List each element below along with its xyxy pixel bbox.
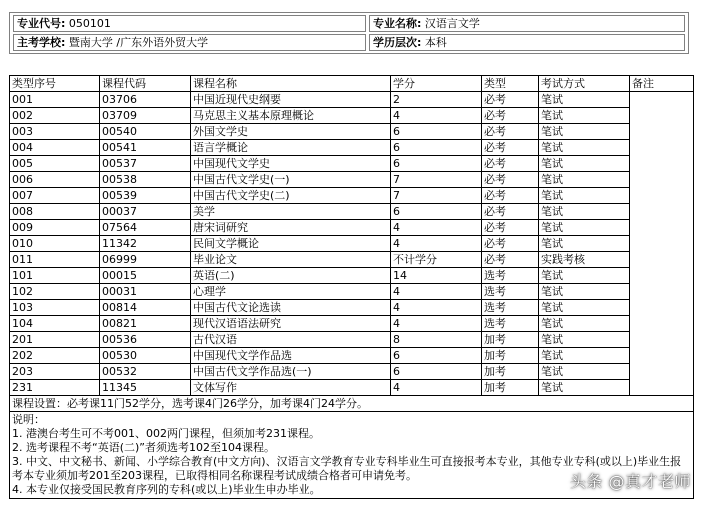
table-cell: 笔试 [539, 380, 630, 396]
table-cell: 00538 [100, 172, 191, 188]
table-cell: 231 [10, 380, 100, 396]
table-cell: 201 [10, 332, 100, 348]
table-cell: 4 [391, 284, 482, 300]
table-row [10, 332, 694, 348]
table-row [10, 252, 694, 268]
table-row [10, 364, 694, 380]
table-cell: 笔试 [539, 284, 630, 300]
table-cell: 4 [391, 236, 482, 252]
watermark: 头条 @真才老师 [569, 472, 691, 491]
table-cell: 6 [391, 140, 482, 156]
table-cell: 7 [391, 172, 482, 188]
table-cell: 00821 [100, 316, 191, 332]
table-cell: 6 [391, 124, 482, 140]
table-cell: 必考 [482, 236, 539, 252]
table-cell: 4 [391, 300, 482, 316]
major-name-label: 专业名称: [373, 17, 422, 30]
table-row [10, 300, 694, 316]
table-cell: 007 [10, 188, 100, 204]
table-cell: 笔试 [539, 92, 630, 108]
table-cell: 必考 [482, 92, 539, 108]
table-cell: 中国古代文学作品选(一) [191, 364, 391, 380]
table-cell: 民间文学概论 [191, 236, 391, 252]
table-cell: 03706 [100, 92, 191, 108]
major-name-value: 汉语言文学 [424, 17, 480, 30]
table-cell: 4 [391, 220, 482, 236]
table-cell: 102 [10, 284, 100, 300]
table-cell: 7 [391, 188, 482, 204]
note-item: 2. 选考课程不考“英语(二)”者须选考102至104课程。 [12, 441, 275, 454]
table-cell: 不计学分 [391, 252, 482, 268]
table-cell: 00539 [100, 188, 191, 204]
table-cell: 202 [10, 348, 100, 364]
header-exam-method: 考试方式 [539, 76, 630, 92]
table-cell: 005 [10, 156, 100, 172]
note-item: 1. 港澳台考生可不考001、002两门课程，但须加考231课程。 [12, 427, 320, 440]
table-cell: 笔试 [539, 204, 630, 220]
table-row [10, 108, 694, 124]
table-row [10, 380, 694, 396]
table-cell: 笔试 [539, 316, 630, 332]
table-cell: 06999 [100, 252, 191, 268]
table-cell: 011 [10, 252, 100, 268]
major-code-label: 专业代号: [17, 17, 66, 30]
table-cell: 2 [391, 92, 482, 108]
table-cell: 00537 [100, 156, 191, 172]
table-cell: 美学 [191, 204, 391, 220]
table-cell: 笔试 [539, 108, 630, 124]
major-info-table [9, 12, 689, 54]
table-row [10, 220, 694, 236]
table-cell: 笔试 [539, 188, 630, 204]
table-cell: 笔试 [539, 348, 630, 364]
table-cell: 古代汉语 [191, 332, 391, 348]
table-cell: 8 [391, 332, 482, 348]
table-cell: 笔试 [539, 140, 630, 156]
major-name-cell [369, 15, 685, 32]
school-value: 暨南大学 /广东外语外贸大学 [68, 36, 209, 49]
table-cell: 选考 [482, 316, 539, 332]
table-cell: 4 [391, 108, 482, 124]
table-cell: 必考 [482, 220, 539, 236]
table-cell: 001 [10, 92, 100, 108]
table-row [10, 348, 694, 364]
table-cell: 00541 [100, 140, 191, 156]
table-cell: 笔试 [539, 364, 630, 380]
table-cell: 中国古代文论选读 [191, 300, 391, 316]
table-cell: 03709 [100, 108, 191, 124]
table-cell: 笔试 [539, 172, 630, 188]
table-row [10, 156, 694, 172]
table-cell: 中国古代文学史(一) [191, 172, 391, 188]
notes-title: 说明： [12, 413, 45, 426]
table-cell: 101 [10, 268, 100, 284]
table-cell: 笔试 [539, 268, 630, 284]
course-table [9, 75, 694, 499]
major-code-value: 050101 [68, 17, 111, 30]
table-cell: 选考 [482, 284, 539, 300]
header-type-no: 类型序号 [10, 76, 100, 92]
table-cell: 外国文学史 [191, 124, 391, 140]
table-cell: 必考 [482, 188, 539, 204]
table-cell: 心理学 [191, 284, 391, 300]
table-row [10, 140, 694, 156]
table-cell: 必考 [482, 172, 539, 188]
table-row [10, 268, 694, 284]
table-cell: 实践考核 [539, 252, 630, 268]
table-cell: 必考 [482, 204, 539, 220]
header-type: 类型 [482, 76, 539, 92]
table-cell: 必考 [482, 124, 539, 140]
table-cell: 笔试 [539, 236, 630, 252]
major-code-cell [13, 15, 366, 32]
table-cell: 笔试 [539, 124, 630, 140]
school-label: 主考学校: [17, 36, 66, 49]
table-cell: 加考 [482, 364, 539, 380]
table-cell: 009 [10, 220, 100, 236]
level-value: 本科 [424, 36, 447, 49]
table-row [10, 316, 694, 332]
header-credits: 学分 [391, 76, 482, 92]
table-cell: 203 [10, 364, 100, 380]
table-row [10, 172, 694, 188]
table-row [10, 204, 694, 220]
table-cell: 4 [391, 380, 482, 396]
table-row [10, 284, 694, 300]
table-cell: 004 [10, 140, 100, 156]
header-course-code: 课程代码 [100, 76, 191, 92]
course-setting-row [10, 396, 694, 412]
table-row [10, 236, 694, 252]
table-cell: 笔试 [539, 220, 630, 236]
table-cell: 加考 [482, 332, 539, 348]
table-cell: 104 [10, 316, 100, 332]
table-cell: 11342 [100, 236, 191, 252]
table-cell: 必考 [482, 140, 539, 156]
table-cell: 毕业论文 [191, 252, 391, 268]
table-cell: 00037 [100, 204, 191, 220]
table-cell: 选考 [482, 300, 539, 316]
remarks-cell [630, 92, 694, 396]
table-header-row [10, 76, 694, 92]
table-cell: 6 [391, 156, 482, 172]
table-cell: 006 [10, 172, 100, 188]
table-cell: 103 [10, 300, 100, 316]
table-cell: 00031 [100, 284, 191, 300]
table-row [10, 92, 694, 108]
table-cell: 00530 [100, 348, 191, 364]
table-cell: 必考 [482, 156, 539, 172]
school-cell [13, 34, 366, 51]
table-cell: 07564 [100, 220, 191, 236]
note-item: 4. 本专业仅接受国民教育序列的专科(或以上)毕业生申办毕业。 [12, 483, 321, 496]
table-cell: 马克思主义基本原理概论 [191, 108, 391, 124]
table-cell: 语言学概论 [191, 140, 391, 156]
table-cell: 加考 [482, 348, 539, 364]
table-cell: 中国现代文学史 [191, 156, 391, 172]
table-cell: 6 [391, 348, 482, 364]
table-cell: 6 [391, 364, 482, 380]
table-cell: 笔试 [539, 300, 630, 316]
table-cell: 00814 [100, 300, 191, 316]
table-cell: 选考 [482, 268, 539, 284]
table-cell: 00536 [100, 332, 191, 348]
table-row [10, 124, 694, 140]
table-cell: 英语(二) [191, 268, 391, 284]
table-cell: 00540 [100, 124, 191, 140]
level-label: 学历层次: [373, 36, 422, 49]
course-setting: 课程设置：必考课11门52学分，选考课4门26学分，加考课4门24学分。 [10, 396, 694, 412]
note-item: 3. 中文、中文秘书、新闻、小学综合教育(中文方向)、汉语言文学教育专业专科毕业生可直接报考本专业，其他专业专科(或以上)毕业生报考本专业须加考201至203课程，已取得相同名称课程考试成绩合格者可申请免考。 [12, 455, 682, 482]
table-cell: 002 [10, 108, 100, 124]
table-cell: 笔试 [539, 332, 630, 348]
table-cell: 14 [391, 268, 482, 284]
table-cell: 00015 [100, 268, 191, 284]
table-cell: 现代汉语语法研究 [191, 316, 391, 332]
table-cell: 11345 [100, 380, 191, 396]
table-cell: 中国现代文学作品选 [191, 348, 391, 364]
table-cell: 008 [10, 204, 100, 220]
table-cell: 中国古代文学史(二) [191, 188, 391, 204]
table-cell: 6 [391, 204, 482, 220]
table-cell: 中国近现代史纲要 [191, 92, 391, 108]
table-cell: 必考 [482, 108, 539, 124]
table-cell: 4 [391, 316, 482, 332]
table-row [10, 188, 694, 204]
table-cell: 笔试 [539, 156, 630, 172]
table-cell: 加考 [482, 380, 539, 396]
level-cell [369, 34, 685, 51]
table-cell: 必考 [482, 252, 539, 268]
header-course-name: 课程名称 [191, 76, 391, 92]
table-cell: 文体写作 [191, 380, 391, 396]
table-cell: 010 [10, 236, 100, 252]
table-cell: 00532 [100, 364, 191, 380]
table-cell: 唐宋词研究 [191, 220, 391, 236]
header-remarks: 备注 [630, 76, 694, 92]
table-cell: 003 [10, 124, 100, 140]
